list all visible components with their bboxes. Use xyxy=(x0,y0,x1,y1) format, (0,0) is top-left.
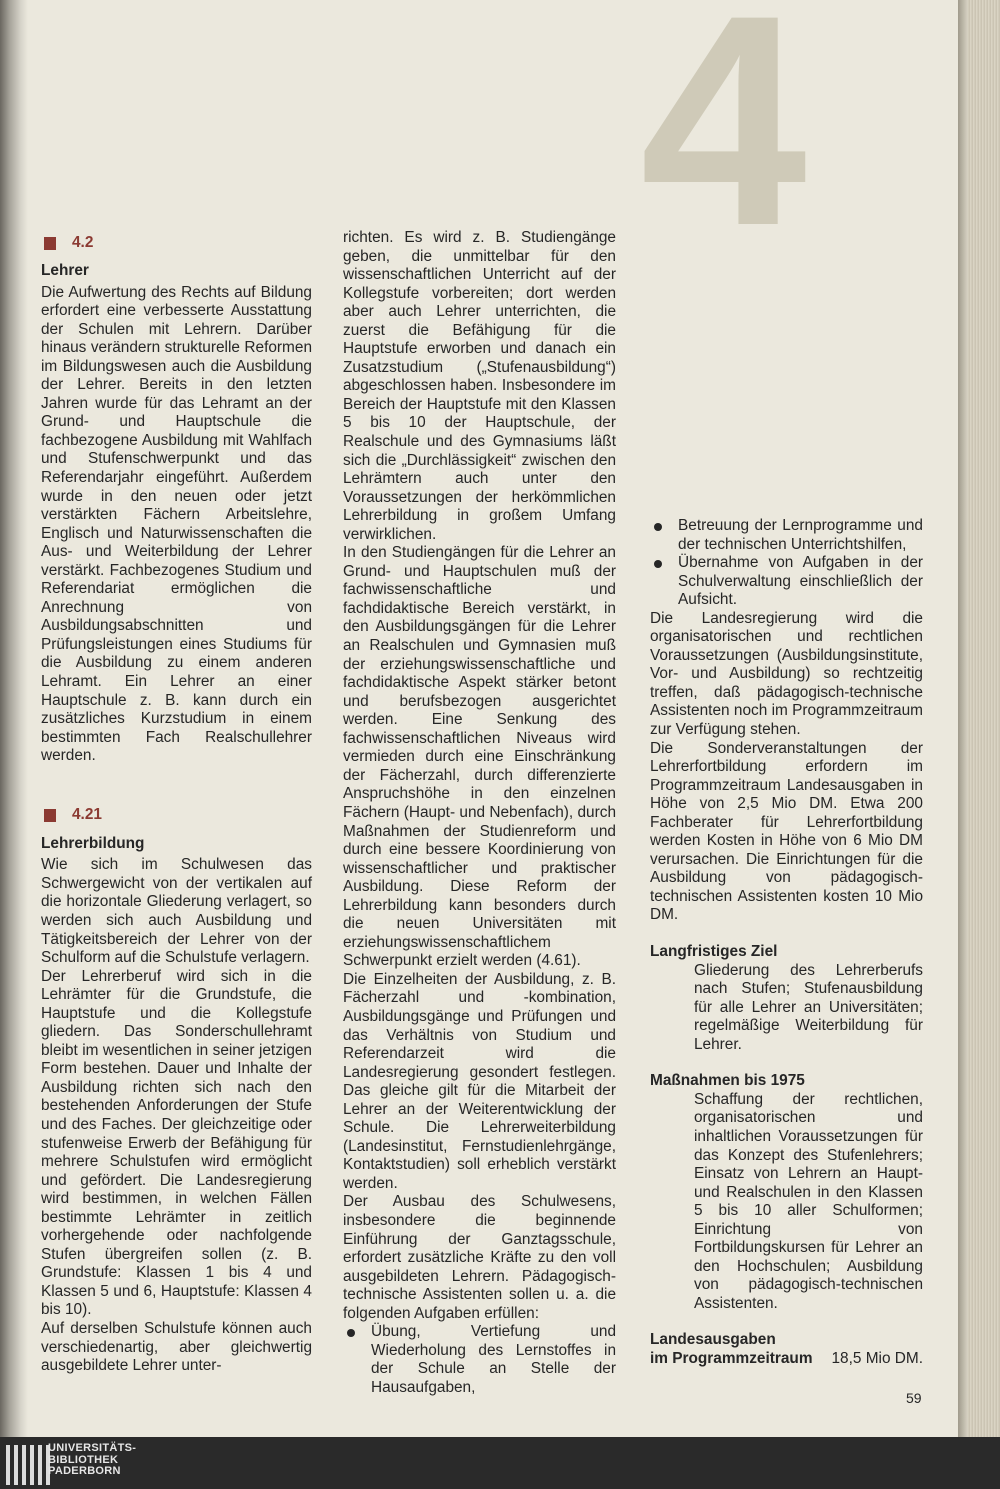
library-name xyxy=(48,1443,136,1478)
column-left xyxy=(41,229,312,1376)
spending-row xyxy=(650,1350,923,1369)
section-marker-icon xyxy=(44,237,56,250)
bullet-icon xyxy=(347,1329,355,1337)
bullet-icon xyxy=(654,523,662,531)
bullet-icon xyxy=(654,560,662,568)
chapter-number: 4 xyxy=(640,0,797,288)
list-item xyxy=(650,517,923,554)
goal-heading: Langfristiges Ziel xyxy=(650,943,778,961)
paragraph: Die Landesregierung wird die organisatorischen und rechtlichen Voraussetzungen (Ausbildungsinstitute, Vor- und Ausbildung) so rechtzeitig treffen, daß pädagogisch-technische Assistenten noch im Programmzeitraum zur Verfügung stehen. xyxy=(650,609,923,739)
list-item xyxy=(650,554,923,610)
list-item-text: Übernahme von Aufgaben in der Schulverwaltung einschließlich der Aufsicht. xyxy=(678,554,923,609)
spending-heading: Landesausgaben xyxy=(650,1331,776,1349)
paragraph: Auf derselben Schulstufe können auch verschiedenartig, aber gleichwertig ausgebildete Lehrer unter- xyxy=(41,1319,312,1375)
paragraph: richten. Es wird z. B. Studiengänge geben, die unmittelbar für den wissenschaftlichen Unterricht auf der Kollegstufe vorbereiten; dort werden aber auch Lehrer unterrichten, die zuerst die Befähigung für die Hauptstufe erworben und danach ein Zusatzstudium („Stufenausbildung“) abgeschlossen haben. Insbesondere im Bereich der Hauptstufe mit den Klassen 5 bis 10 der Hauptschule, der Realschule und des Gymnasiums läßt sich die „Durchlässigkeit“ zwischen den Lehrämtern auch unter den Voraussetzungen der herkömmlichen Lehrerbildung in großem Umfang verwirklichen. xyxy=(343,229,616,543)
section-number: 4.2 xyxy=(72,233,94,251)
page-stack-edge xyxy=(958,0,1000,1437)
goal-text: Gliederung des Lehrerberufs nach Stufen; Stufenausbildung für alle Lehrer an Universitäten; regelmäßige Weiterbildung für Lehrer. xyxy=(694,961,923,1053)
measures-text: Schaffung der rechtlichen, organisatorischen und inhaltlichen Voraussetzungen für das Konzept des Stufenlehrers; Einsatz von Lehrern an Haupt- und Realschulen in den Klassen 5 bis 10 aller Schulformen; Einrichtung von Fortbildungskursen für Lehrer an den Hochschulen; Ausbildung von pädagogisch-technischen Assistenten. xyxy=(694,1090,923,1312)
paragraph: Wie sich im Schulwesen das Schwergewicht von der vertikalen auf die horizontale Gliederung verlagert, so werden sich auch Ausbildung und Tätigkeitsbereich der Lehrer von der Schulform auf die Schulstufe verlagern. xyxy=(41,856,312,967)
library-name-line3: PADERBORN xyxy=(48,1465,121,1477)
section-heading-4-2 xyxy=(41,229,312,257)
measures-heading: Maßnahmen bis 1975 xyxy=(650,1072,805,1090)
paragraph: Der Ausbau des Schulwesens, insbesondere die beginnende Einführung der Ganztagsschule, erfordert zusätzliche Kräfte zu den voll ausgebildeten Lehrern. Pädagogisch-technische Assistenten sollen u. a. die folgenden Aufgaben erfüllen: xyxy=(343,1193,616,1322)
library-logo-icon xyxy=(6,1445,50,1485)
library-name-line1: UNIVERSITÄTS- xyxy=(48,1442,137,1454)
library-name-line2: BIBLIOTHEK xyxy=(48,1453,119,1466)
paragraph: Der Lehrerberuf wird sich in die Lehrämter für die Grundstufe, die Hauptstufe und die Kollegstufe gliedern. Das Sonderschullehramt bleibt im wesentlichen in seiner jetzigen Form bestehen. Dauer und Inhalte der Ausbildung richten sich nach den bestehenden Anforderungen der Stufe und des Faches. Der gleichzeitige oder stufenweise Erwerb der Befähigung für mehrere Schulstufen wird ermöglicht und gefördert. Die Landesregierung wird bestimmen, in welchen Fällen bestimmte Lehrämter in zeitlich vorhergehende oder nachfolgende Stufen übergreifen sollen (z. B. Grundstufe: Klassen 1 bis 4 und Klassen 5 und 6, Hauptstufe: Klassen 4 bis 10). xyxy=(41,967,312,1319)
section-marker-icon xyxy=(44,809,56,822)
section-title: Lehrerbildung xyxy=(41,834,145,852)
book-binding-shadow xyxy=(0,0,28,1437)
section-title: Lehrer xyxy=(41,262,89,279)
list-item-text: Übung, Vertiefung und Wiederholung des Lernstoffes in der Schule an Stelle der Hausaufgaben, xyxy=(371,1323,616,1396)
paragraph: In den Studiengängen für die Lehrer an Grund- und Hauptschulen muß der fachwissenschaftliche und fachdidaktische Bereich verstärkt, in den Ausbildungsgängen für die Lehrer an Realschulen und Gymnasien muß der erziehungswissenschaftliche und fachdidaktische Aspekt stärker betont und berufsbezogen ausgerichtet werden. Eine Senkung des fachwissenschaftlichen Niveaus wird vermieden durch eine Einschränkung der Fächerzahl, durch differenzierte Anspruchshöhe in den einzelnen Fächern (Haupt- und Nebenfach), durch Maßnahmen der Studienreform und durch eine bessere Koordinierung von wissenschaftlicher und praktischer Ausbildung. Diese Reform der Lehrerbildung kann besonders durch die neuen Universitäten mit erziehungswissenschaftlichem Schwerpunkt erzielt werden (4.61). xyxy=(343,544,616,970)
page-number: 59 xyxy=(906,1390,922,1406)
spending-value: 18,5 Mio DM. xyxy=(831,1349,923,1367)
paragraph: Die Aufwertung des Rechts auf Bildung erfordert eine verbesserte Ausstattung der Schulen mit Lehrern. Darüber hinaus verändern strukturelle Reformen im Bildungswesen auch die Ausbildung der Lehrer. Bereits in den letzten Jahren wurde für das Lehramt an der Grund- und Hauptschule die fachbezogene Ausbildung mit Wahlfach und Stufenschwerpunkt und das Referendarjahr eingeführt. Außerdem wurde in den neuen oder jetzt verstärkten Fächern Arbeitslehre, Englisch und Naturwissenschaften die Aus- und Weiterbildung der Lehrer verstärkt. Fachbezogenes Studium und Referendariat ermöglichen die Anrechnung von Ausbildungsabschnitten und Prüfungsleistungen eines Studiums für die Ausbildung zu einem anderen Lehramt. Ein Lehrer an einer Hauptschule z. B. kann durch ein zusätzliches Kurzstudium in einem bestimmten Fach Realschullehrer werden. xyxy=(41,283,312,765)
library-footer xyxy=(0,1437,1000,1489)
section-number: 4.21 xyxy=(72,806,102,824)
section-heading-4-21 xyxy=(41,802,312,830)
column-middle xyxy=(343,229,616,1397)
paragraph: Die Einzelheiten der Ausbildung, z. B. Fächerzahl und -kombination, Ausbildungsgänge und Prüfungen und das Verhältnis von Studium und Referendarzeit wird die Landesregierung gesondert festlegen. Das gleiche gilt für die Mitarbeit der Lehrer an der Weiterentwicklung der Schule. Die Lehrerweiterbildung (Landesinstitut, Fernstudienlehrgänge, Kontaktstudien) soll erheblich verstärkt werden. xyxy=(343,970,616,1192)
list-item-text: Betreuung der Lernprogramme und der technischen Unterrichtshilfen, xyxy=(678,517,923,553)
paragraph: Die Sonderveranstaltungen der Lehrerfortbildung erfordern im Programmzeitraum Landesausgaben in Höhe von 2,5 Mio DM. Etwa 200 Fachberater für Lehrerfortbildung werden Kosten in Höhe von 6 Mio DM verursachen. Die Einrichtungen für die Ausbildung von pädagogisch-technischen Assistenten kosten 10 Mio DM. xyxy=(650,739,923,924)
column-right xyxy=(650,230,923,1369)
spending-heading-line2: im Programmzeitraum xyxy=(650,1349,813,1367)
list-item xyxy=(343,1323,616,1397)
